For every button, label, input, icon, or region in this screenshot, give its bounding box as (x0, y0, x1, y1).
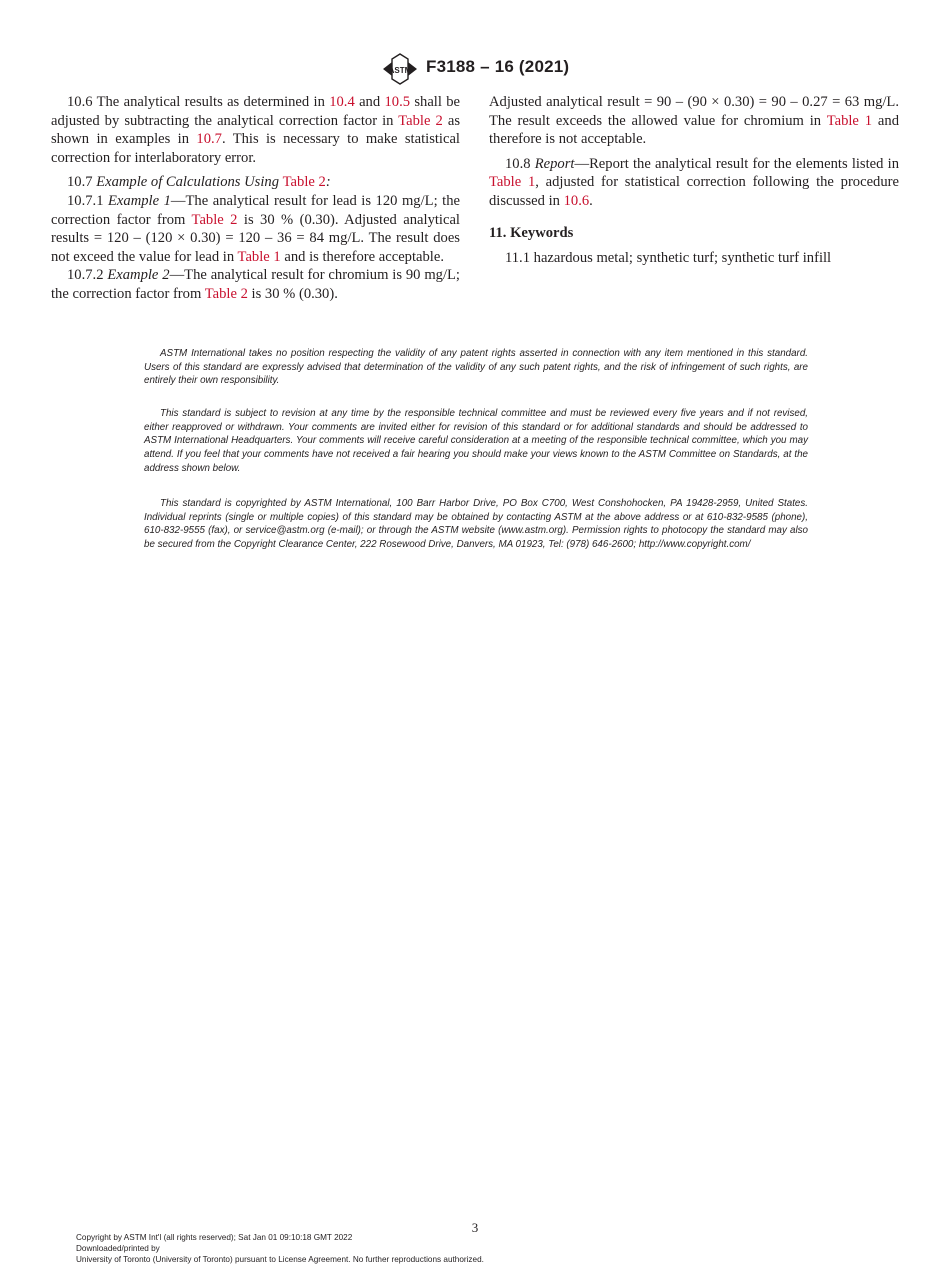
footer-downloaded-line: Downloaded/printed by (76, 1244, 160, 1254)
paragraph-10-7-1: 10.7.1 Example 1—The analytical result for lead is 120 mg/L; the correction factor from Table 2 is 30 % (0.30). Adjusted analytical results = 120 – (120 × 0.30) = 120 – 36 = 84 mg/L. The result does not exceed the value for lead in Table 1 and is therefore acceptable. (51, 192, 460, 265)
standard-designation: F3188 – 16 (2021) (426, 57, 570, 76)
link-table-2[interactable]: Table 2 (398, 112, 443, 129)
page-number: 3 (471, 1220, 479, 1235)
footer-copyright-line: Copyright by ASTM Int'l (all rights reserved); Sat Jan 01 09:10:18 GMT 2022 (76, 1233, 353, 1242)
link-table-1[interactable]: Table 1 (237, 248, 281, 265)
link-10-4[interactable]: 10.4 (329, 94, 355, 110)
copyright-notice: This standard is copyrighted by ASTM International, 100 Barr Harbor Drive, PO Box C700, West Conshohocken, PA 19428-2959, United States. Individual reprints (single or multiple copies) of this standard may be obtained by contacting ASTM at the above address or at 610-832-9585 (phone), 610-832-9555 (fax), or service@astm.org (e-mail); or through the ASTM website (www.astm.org). Permission rights to photocopy the standard may also be secured from the Copyright Clearance Center, 222 Rosewood Drive, Danvers, MA 01923, Tel: (978) 646-2600; http://www.copyright.com/ (144, 498, 808, 551)
paragraph-10-8: 10.8 Report—Report the analytical result for the elements listed in Table 1, adjusted for statistical correction following the procedure discussed in 10.6. (489, 155, 899, 209)
section-heading-keywords: 11. Keywords (489, 224, 574, 241)
link-10-6[interactable]: 10.6 (563, 192, 590, 209)
link-table-2[interactable]: Table 2 (204, 285, 248, 302)
link-10-7[interactable]: 10.7 (196, 131, 222, 148)
page-header (0, 53, 950, 85)
paragraph-10-7-2: 10.7.2 Example 2—The analytical result for chromium is 90 mg/L; the correction factor from Table 2 is 30 % (0.30). (51, 267, 460, 302)
paragraph-10-7: 10.7 Example of Calculations Using Table 2: (67, 174, 331, 191)
download-footer (76, 1232, 484, 1266)
revision-notice: This standard is subject to revision at any time by the responsible technical committee and must be reviewed every five years and if not revised, either reapproved or withdrawn. Your comments are invited either for revision of this standard or for additional standards and should be addressed to ASTM International Headquarters. Your comments will receive careful consideration at a meeting of the responsible technical committee, which you may attend. If you feel that your comments have not received a fair hearing you should make your views known to the ASTM Committee on Standards, at the address shown below. (144, 408, 808, 474)
paragraph-11-1: 11.1 hazardous metal; synthetic turf; synthetic turf infill (505, 250, 832, 267)
link-table-2[interactable]: Table 2 (282, 174, 326, 191)
link-table-1[interactable]: Table 1 (489, 174, 536, 191)
right-column (489, 93, 899, 268)
paragraph-10-6: 10.6 The analytical results as determined in 10.4 and 10.5 shall be adjusted by subtracting the analytical correction factor in Table 2 as shown in examples in 10.7. This is necessary to make statistical correction for interlaboratory error. (51, 94, 460, 166)
link-table-2[interactable]: Table 2 (191, 211, 238, 228)
patent-notice: ASTM International takes no position respecting the validity of any patent rights asserted in connection with any item mentioned in this standard. Users of this standard are expressly advised that determination of the validity of any such patent rights, and the risk of infringement of such rights, are entirely their own responsibility. (144, 348, 808, 387)
left-column (51, 93, 460, 304)
footer-license-line: University of Toronto (University of Toronto) pursuant to License Agreement. No further reproductions authorized. (76, 1255, 484, 1265)
svg-text:ASTM: ASTM (388, 66, 412, 75)
paragraph-10-7-2-continued: Adjusted analytical result = 90 – (90 × 0.30) = 90 – 0.27 = 63 mg/L. The result exceeds the allowed value for chromium in Table 1 and therefore is not acceptable. (489, 94, 899, 148)
link-table-1[interactable]: Table 1 (826, 112, 873, 129)
astm-logo-icon (380, 53, 420, 85)
link-10-5[interactable]: 10.5 (384, 94, 411, 110)
